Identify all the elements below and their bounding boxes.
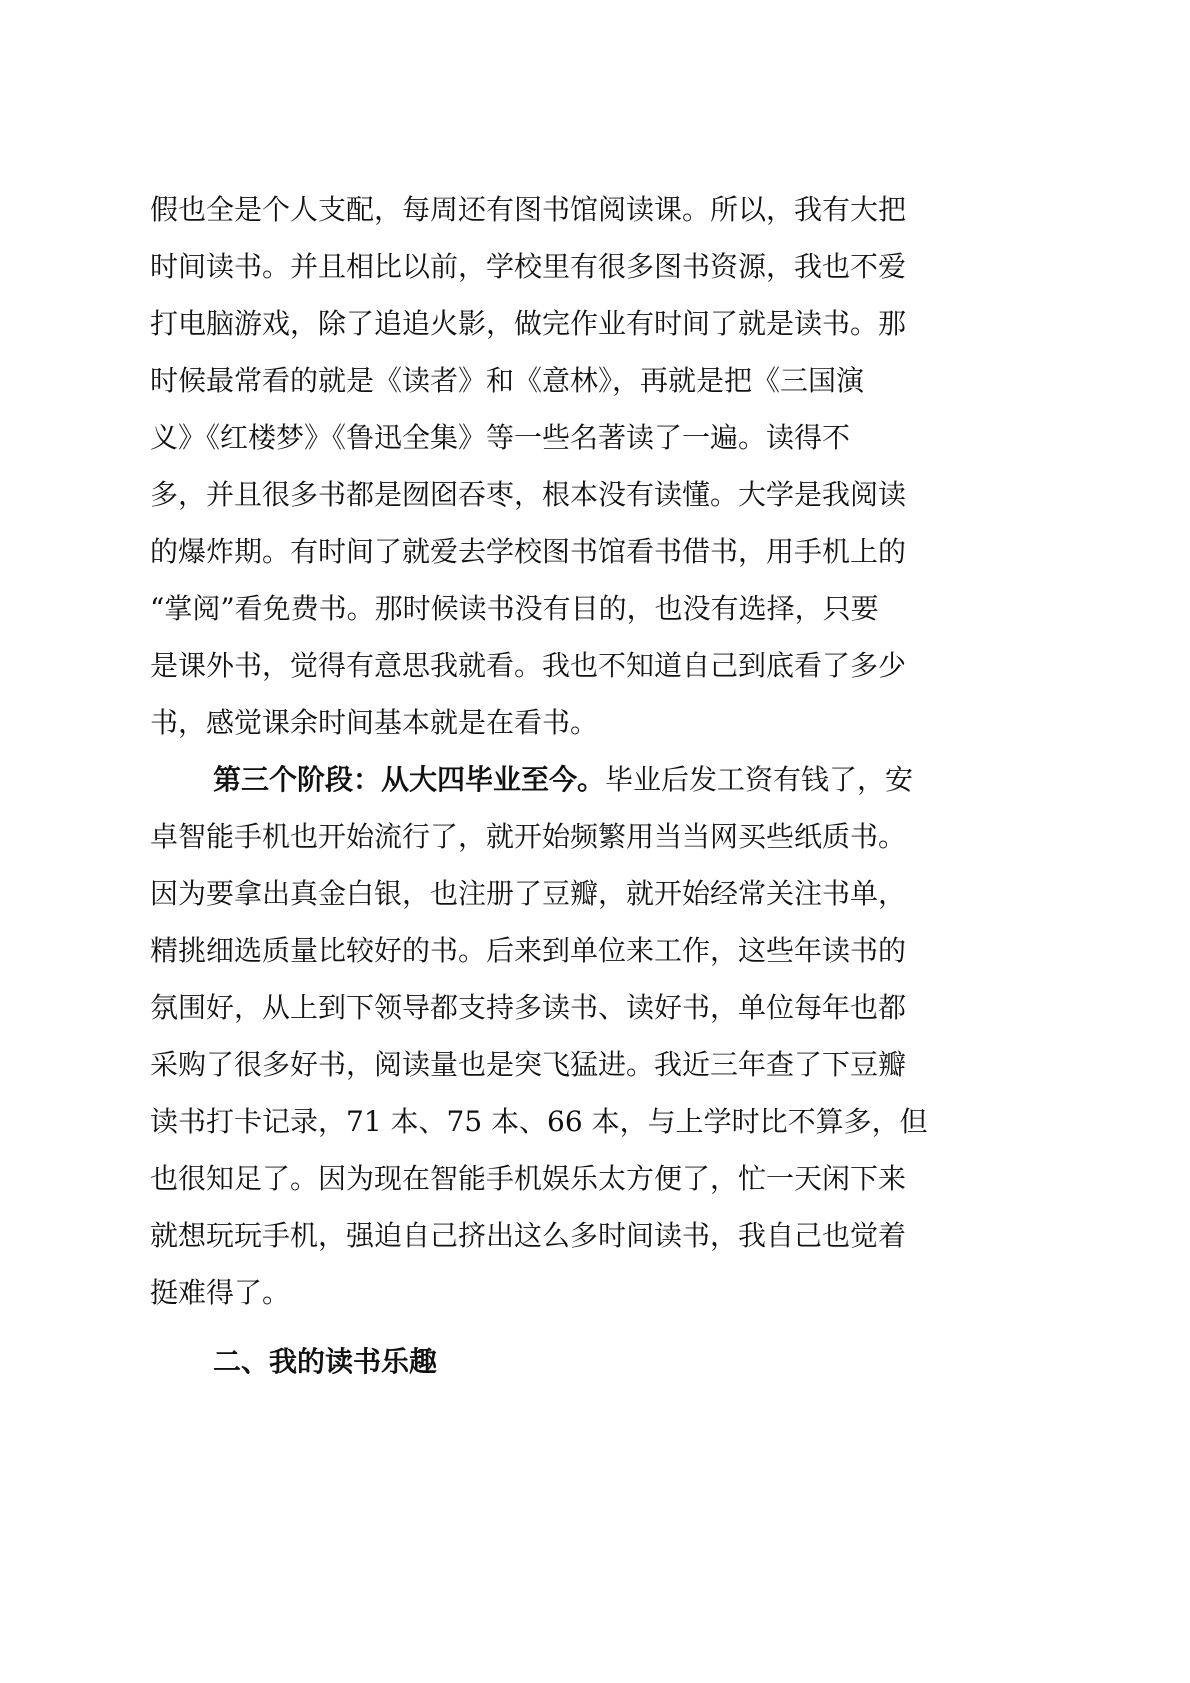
paragraph-2-line: 挺难得了。	[150, 1276, 291, 1309]
paragraph-1-line: 打电脑游戏，除了追追火影，做完作业有时间了就是读书。那	[150, 307, 907, 340]
paragraph-1-line: 书，感觉课余时间基本就是在看书。	[150, 706, 599, 739]
paragraph-1-line: 时间读书。并且相比以前，学校里有很多图书资源，我也不爱	[150, 250, 907, 283]
paragraph-2-line: 因为要拿出真金白银，也注册了豆瓣，就开始经常关注书单，	[150, 877, 907, 910]
paragraph-1-line: 的爆炸期。有时间了就爱去学校图书馆看书借书，用手机上的	[150, 535, 907, 568]
paragraph-2-first-line	[150, 751, 1040, 808]
paragraph-1-line: 义》《红楼梦》《鲁迅全集》等一些名著读了一遍。读得不	[150, 421, 851, 454]
paragraph-1-line: 多，并且很多书都是囫囵吞枣，根本没有读懂。大学是我阅读	[150, 478, 907, 511]
paragraph-2-line: 氛围好，从上到下领导都支持多读书、读好书，单位每年也都	[150, 991, 907, 1024]
paragraph-2-line: 读书打卡记录，71 本、75 本、66 本，与上学时比不算多，但	[150, 1105, 928, 1138]
paragraph-1-line: 时候最常看的就是《读者》和《意林》，再就是把《三国演	[150, 364, 865, 397]
paragraph-1-line: 假也全是个人支配，每周还有图书馆阅读课。所以，我有大把	[150, 193, 907, 226]
paragraph-2-line: 卓智能手机也开始流行了，就开始频繁用当当网买些纸质书。	[150, 820, 907, 853]
paragraph-1-line: 是课外书，觉得有意思我就看。我也不知道自己到底看了多少	[150, 649, 907, 682]
paragraph-2-first-line-text: 毕业后发工资有钱了，安	[605, 763, 914, 796]
paragraph-1-line: “掌阅”看免费书。那时候读书没有目的，也没有选择，只要	[150, 592, 879, 625]
stage-three-heading: 第三个阶段：从大四毕业至今。	[213, 763, 606, 796]
paragraph-2-line: 也很知足了。因为现在智能手机娱乐太方便了，忙一天闲下来	[150, 1162, 907, 1195]
section-heading: 二、我的读书乐趣	[213, 1345, 438, 1378]
paragraph-2-line: 精挑细选质量比较好的书。后来到单位来工作，这些年读书的	[150, 934, 907, 967]
paragraph-2-line: 就想玩玩手机，强迫自己挤出这么多时间读书，我自己也觉着	[150, 1219, 907, 1252]
document-body	[150, 181, 1040, 1390]
paragraph-2-line: 采购了很多好书，阅读量也是突飞猛进。我近三年查了下豆瓣	[150, 1048, 907, 1081]
